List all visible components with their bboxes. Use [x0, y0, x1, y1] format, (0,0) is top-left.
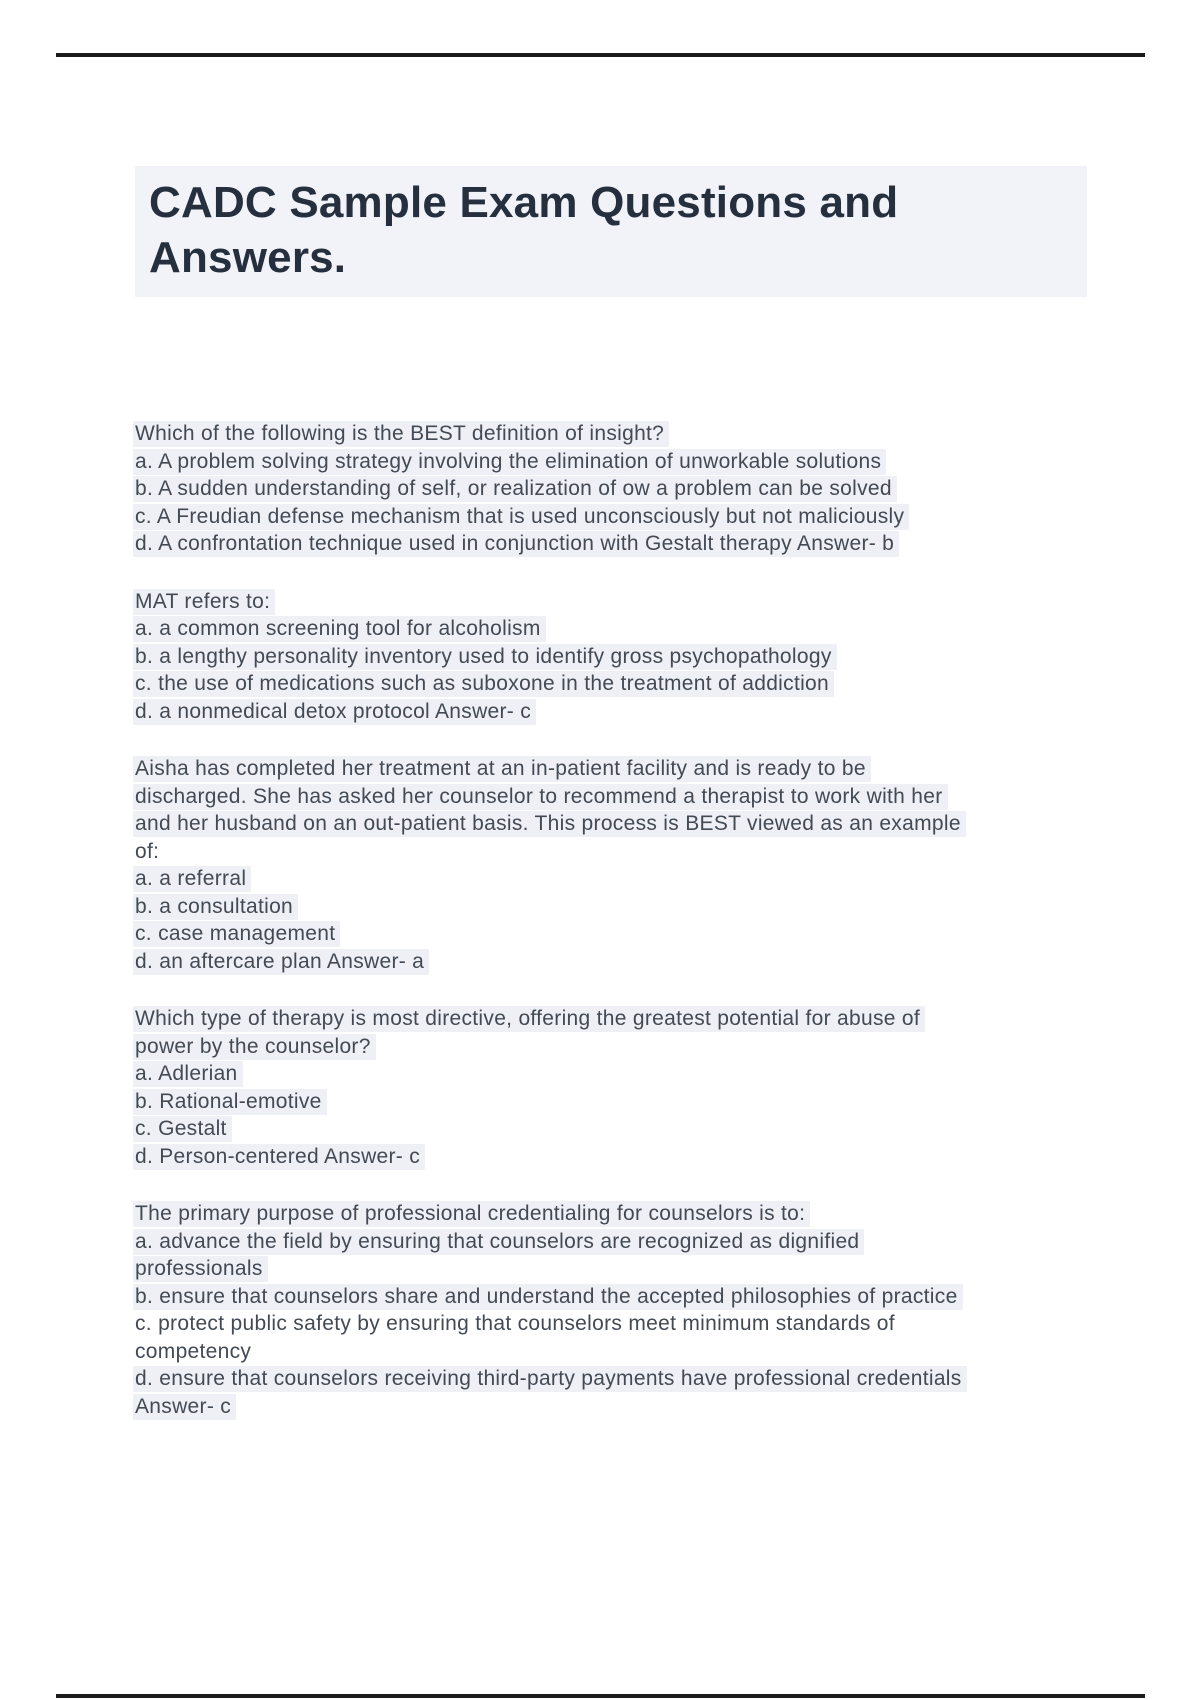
- text-line: [135, 893, 1095, 921]
- text-line: [135, 1115, 1095, 1143]
- text-line: [135, 1338, 1095, 1366]
- text-line: [135, 615, 1095, 643]
- text-line: [135, 1200, 1095, 1228]
- highlighted-text: b. ensure that counselors share and understand the accepted philosophies of practice: [133, 1284, 963, 1310]
- highlighted-text: d. an aftercare plan Answer- a: [133, 949, 429, 975]
- text-line: [135, 865, 1095, 893]
- text-line: [135, 1393, 1095, 1421]
- highlighted-text: d. ensure that counselors receiving third-party payments have professional credentials: [133, 1366, 967, 1392]
- highlighted-text: Answer- c: [133, 1394, 236, 1420]
- highlighted-text: c. case management: [133, 921, 340, 947]
- text-line: [135, 838, 1095, 866]
- questions-list: [135, 420, 1095, 1450]
- top-horizontal-rule: [56, 53, 1145, 57]
- page-title-line-1: CADC Sample Exam Questions and: [149, 178, 899, 227]
- highlighted-text: a. A problem solving strategy involving the elimination of unworkable solutions: [133, 449, 886, 475]
- highlighted-text: a. a referral: [133, 866, 251, 892]
- highlighted-text: b. Rational-emotive: [133, 1089, 327, 1115]
- question-block-5: [135, 1200, 1095, 1420]
- plain-text: of:: [135, 839, 160, 863]
- text-line: [135, 503, 1095, 531]
- question-block-1: [135, 420, 1095, 558]
- page-title-line-2: Answers.: [149, 233, 347, 282]
- highlighted-text: a. a common screening tool for alcoholism: [133, 616, 546, 642]
- highlighted-text: a. advance the field by ensuring that counselors are recognized as dignified: [133, 1229, 864, 1255]
- plain-text: c. protect public safety by ensuring that counselors meet minimum standards of: [135, 1312, 895, 1335]
- question-block-3: [135, 755, 1095, 975]
- text-line: [135, 783, 1095, 811]
- text-line: [135, 698, 1095, 726]
- text-line: [135, 643, 1095, 671]
- highlighted-text: c. the use of medications such as suboxone in the treatment of addiction: [133, 671, 834, 697]
- highlighted-text: discharged. She has asked her counselor to recommend a therapist to work with her: [133, 784, 948, 810]
- text-line: [135, 1255, 1095, 1283]
- highlighted-text: c. Gestalt: [133, 1116, 232, 1142]
- highlighted-text: d. A confrontation technique used in conjunction with Gestalt therapy Answer- b: [133, 531, 899, 557]
- text-line: [135, 948, 1095, 976]
- text-line: [135, 420, 1095, 448]
- highlighted-text: c. A Freudian defense mechanism that is used unconsciously but not maliciously: [133, 504, 909, 530]
- text-line: [135, 1143, 1095, 1171]
- highlighted-text: MAT refers to:: [133, 589, 275, 615]
- text-line: [135, 448, 1095, 476]
- highlighted-text: b. a consultation: [133, 894, 298, 920]
- text-line: [135, 1283, 1095, 1311]
- highlighted-text: d. Person-centered Answer- c: [133, 1144, 425, 1170]
- text-line: [135, 588, 1095, 616]
- plain-text: competency: [135, 1339, 252, 1363]
- highlighted-text: b. a lengthy personality inventory used to identify gross psychopathology: [133, 644, 837, 670]
- highlighted-text: The primary purpose of professional credentialing for counselors is to:: [133, 1201, 810, 1227]
- highlighted-text: Aisha has completed her treatment at an in-patient facility and is ready to be: [133, 756, 871, 782]
- highlighted-text: d. a nonmedical detox protocol Answer- c: [133, 699, 536, 725]
- text-line: [135, 670, 1095, 698]
- highlighted-text: professionals: [133, 1256, 268, 1282]
- text-line: [135, 920, 1095, 948]
- highlighted-text: Which type of therapy is most directive, offering the greatest potential for abuse of: [133, 1006, 925, 1032]
- highlighted-text: a. Adlerian: [133, 1061, 243, 1087]
- text-line: [135, 755, 1095, 783]
- text-line: [135, 475, 1095, 503]
- highlighted-text: Which of the following is the BEST definition of insight?: [133, 421, 669, 447]
- text-line: [135, 1005, 1095, 1033]
- text-line: [135, 1365, 1095, 1393]
- question-block-4: [135, 1005, 1095, 1170]
- bottom-horizontal-rule: [56, 1694, 1145, 1698]
- text-line: [135, 1088, 1095, 1116]
- page-title: [135, 166, 1087, 297]
- text-line: [135, 1228, 1095, 1256]
- highlighted-text: power by the counselor?: [133, 1034, 376, 1060]
- question-block-2: [135, 588, 1095, 726]
- text-line: [135, 810, 1095, 838]
- highlighted-text: and her husband on an out-patient basis. This process is BEST viewed as an example: [133, 811, 966, 837]
- text-line: [135, 530, 1095, 558]
- text-line: [135, 1033, 1095, 1061]
- text-line: [135, 1310, 1095, 1338]
- highlighted-text: b. A sudden understanding of self, or realization of ow a problem can be solved: [133, 476, 897, 502]
- text-line: [135, 1060, 1095, 1088]
